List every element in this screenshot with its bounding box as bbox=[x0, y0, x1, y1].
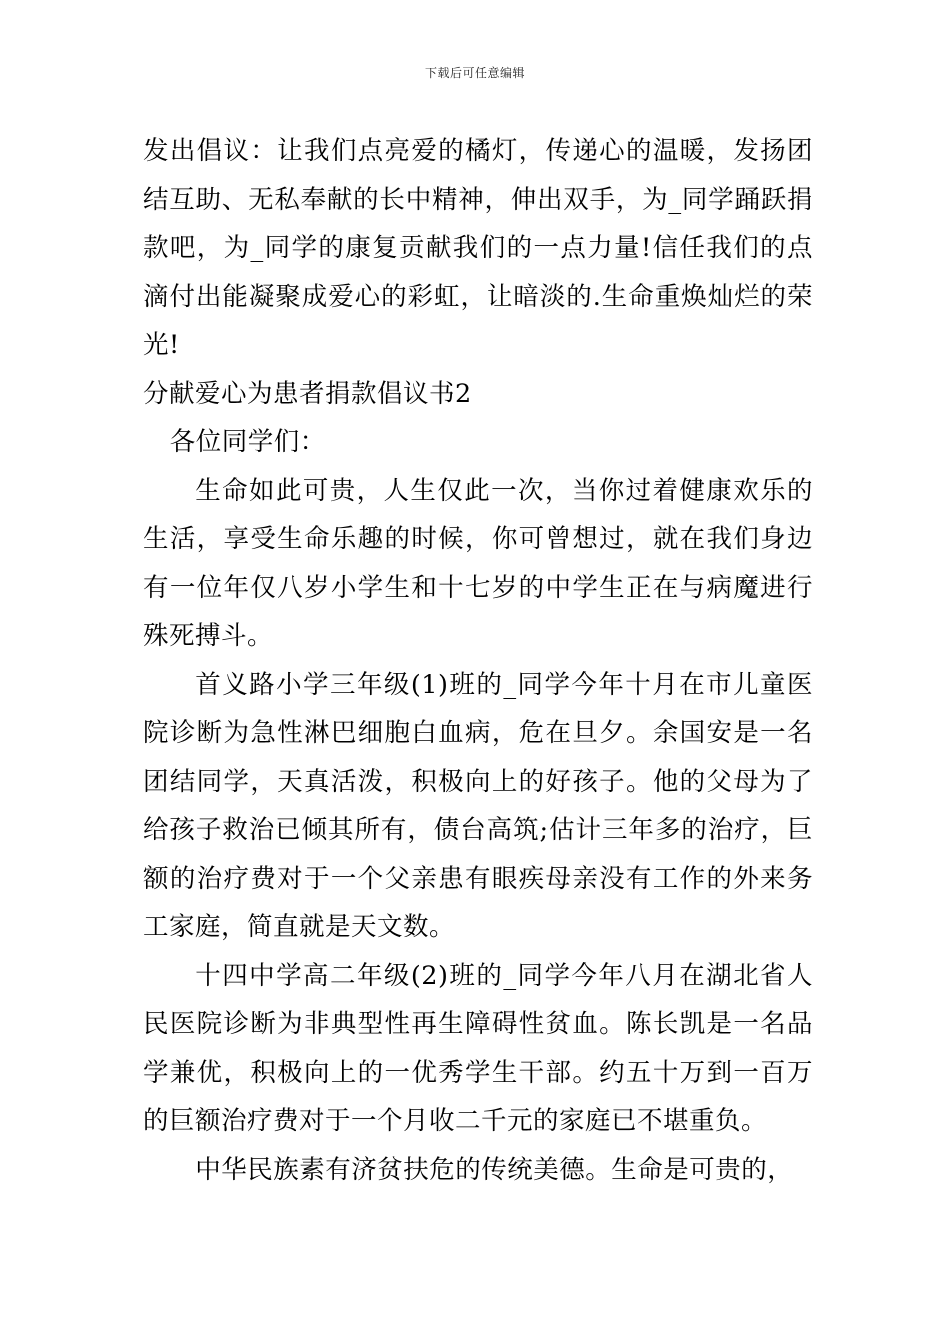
section-title: 分献爱心为患者捐款倡议书2 bbox=[143, 378, 472, 409]
paragraph-case-2: 十四中学高二年级(2)班的_同学今年八月在湖北省人民医院诊断为非典型性再生障碍性贫血。陈长凯是一名品学兼优，积极向上的一优秀学生干部。约五十万到一百万的巨额治疗费对于一个月收二千元的家庭已不堪重负。 bbox=[143, 960, 813, 1136]
page-header-note: 下载后可任意编辑 bbox=[424, 66, 525, 80]
paragraph-intro: 生命如此可贵，人生仅此一次，当你过着健康欢乐的生活，享受生命乐趣的时候，你可曾想过，就在我们身边有一位年仅八岁小学生和十七岁的中学生正在与病魔进行殊死搏斗。 bbox=[143, 475, 813, 651]
paragraph-virtue: 中华民族素有济贫扶危的传统美德。生命是可贵的， bbox=[195, 1154, 794, 1185]
paragraph-case-1: 首义路小学三年级(1)班的_同学今年十月在市儿童医院诊断为急性淋巴细胞白血病，危在旦夕。余国安是一名团结同学，天真活泼，积极向上的好孩子。他的父母为了给孩子救治已倾其所有，债台高筑;估计三年多的治疗，巨额的治疗费对于一个父亲患有眼疾母亲没有工作的外来务工家庭，简直就是天文数。 bbox=[143, 669, 813, 942]
paragraph-appeal-continued: 发出倡议：让我们点亮爱的橘灯，传递心的温暖，发扬团结互助、无私奉献的长中精神，伸出双手，为_同学踊跃捐款吧，为_同学的康复贡献我们的一点力量!信任我们的点滴付出能凝聚成爱心的彩虹，让暗淡的.生命重焕灿烂的荣光! bbox=[143, 136, 813, 360]
document-body bbox=[143, 127, 813, 1194]
salutation: 各位同学们： bbox=[169, 427, 326, 457]
